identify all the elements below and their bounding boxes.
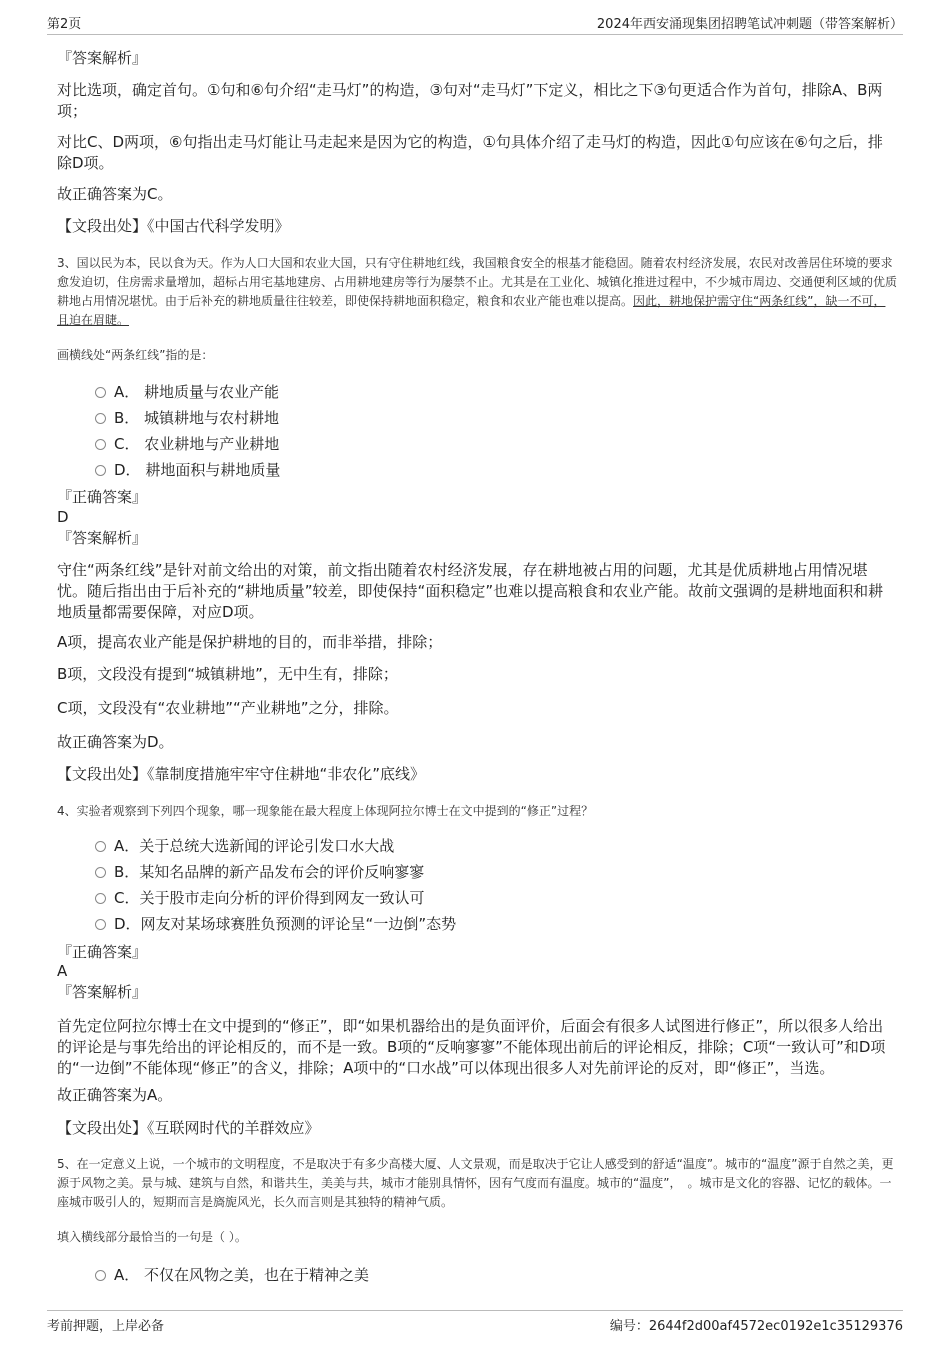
q4-option-c[interactable]: C．关于股市走向分析的评价得到网友一致认可 [95, 888, 424, 908]
q3-question: 画横线处“两条红线”指的是： [57, 348, 214, 362]
q3-answer-label: 『正确答案』 [57, 488, 148, 506]
q3-option-b[interactable]: B． 城镇耕地与农村耕地 [95, 408, 279, 428]
q5-stem: 5、在一定意义上说，一个城市的文明程度，不是取决于有多少高楼大厦、人文景观，而是取决于它让人感受到的舒适“温度”。城市的“温度”源于自然之美，更源于风物之美。景与城、建筑与自然，和谐共生，美美与共，城市才能别具情怀，因有气度而有温度。城市的“温度”， 。城市是文化的容器、记忆的载体。一座城市吸引人的，短期而言是旖旎风光，长久而言则是其独特的精神气质。 [57, 1157, 894, 1209]
q4-answer-label: 『正确答案』 [57, 943, 148, 961]
q4-conclusion: 故正确答案为A。 [57, 1086, 173, 1104]
page-header [47, 10, 903, 35]
q4-option-a[interactable]: A．关于总统大选新闻的评论引发口水大战 [95, 836, 394, 856]
radio-icon[interactable] [95, 893, 106, 904]
q3-stem [57, 254, 897, 330]
radio-icon[interactable] [95, 439, 106, 450]
q3-stem-main: 3、国以民为本，民以食为天。作为人口大国和农业大国，只有守住耕地红线，我国粮食安全的根基才能稳固。随着农村经济发展，农民对改善居住环境的要求愈发迫切，住房需求量增加，超标占用宅基地建房、占用耕地建房等行为屡禁不止。尤其是在工业化、城镇化推进过程中，不少城市周边、交通便利区域的优质耕地占用情况堪忧。由于后补充的耕地质量往往较差，即使保持耕地面积稳定，粮食和农业产能也难以提高。 [57, 256, 898, 308]
radio-icon[interactable] [95, 413, 106, 424]
document-id: 编号：2644f2d00af4572ec0192e1c35129376 [609, 1319, 903, 1334]
q4-stem: 4、实验者观察到下列四个现象，哪一现象能在最大程度上体现阿拉尔博士在文中提到的“修正”过程？ [57, 804, 594, 818]
q2-analysis-p2: 对比C、D两项，⑥句指出走马灯能让马走起来是因为它的构造，①句具体介绍了走马灯的构造，因此①句应该在⑥句之后，排除D项。 [57, 133, 883, 172]
radio-icon[interactable] [95, 919, 106, 930]
radio-icon[interactable] [95, 841, 106, 852]
page-number: 第2页 [47, 17, 82, 32]
q3-analysis-label: 『答案解析』 [57, 529, 148, 547]
q3-option-d[interactable]: D． 耕地面积与耕地质量 [95, 460, 280, 480]
q3-analysis-p1: 守住“两条红线”是针对前文给出的对策，前文指出随着农村经济发展，存在耕地被占用的问题，尤其是优质耕地占用情况堪忧。随后指出由于后补充的“耕地质量”较差，即使保持“面积稳定”也难以提高粮食和农业产能。故前文强调的是耕地面积和耕地质量都需要保障，对应D项。 [57, 561, 884, 621]
q4-analysis-label: 『答案解析』 [57, 983, 148, 1001]
q3-analysis-a: A项，提高农业产能是保护耕地的目的，而非举措，排除； [57, 633, 443, 651]
q4-source: 【文段出处】《互联网时代的羊群效应》 [57, 1119, 320, 1137]
q3-option-a[interactable]: A． 耕地质量与农业产能 [95, 382, 279, 402]
radio-icon[interactable] [95, 867, 106, 878]
q2-analysis-label: 『答案解析』 [57, 49, 148, 67]
q4-option-b[interactable]: B．某知名品牌的新产品发布会的评价反响寥寥 [95, 862, 424, 882]
radio-icon[interactable] [95, 1270, 106, 1281]
q3-option-c[interactable]: C． 农业耕地与产业耕地 [95, 434, 279, 454]
q3-analysis-b: B项，文段没有提到“城镇耕地”，无中生有，排除； [57, 665, 398, 683]
q5-question: 填入横线部分最恰当的一句是（ ）。 [57, 1230, 247, 1244]
footer-slogan: 考前押题，上岸必备 [47, 1319, 165, 1334]
q3-source: 【文段出处】《靠制度措施牢牢守住耕地“非农化”底线》 [57, 765, 426, 783]
q2-source: 【文段出处】《中国古代科学发明》 [57, 217, 290, 235]
q5-option-a[interactable]: A． 不仅在风物之美，也在于精神之美 [95, 1265, 369, 1285]
document-title: 2024年西安涌现集团招聘笔试冲刺题（带答案解析） [596, 17, 903, 32]
q2-analysis-p1: 对比选项，确定首句。①句和⑥句介绍“走马灯”的构造，③句对“走马灯”下定义，相比之下③句更适合作为首句，排除A、B两项； [57, 81, 883, 120]
page-footer [47, 1310, 903, 1335]
q4-analysis-p1: 首先定位阿拉尔博士在文中提到的“修正”，即“如果机器给出的是负面评价，后面会有很多人试图进行修正”，所以很多人给出的评论是与事先给出的评论相反的，而不是一致。B项的“反响寥寥”不能体现出前后的评论相反，排除；C项“一致认可”和D项的“一边倒”不能体现“修正”的含义，排除；A项中的“口水战”可以体现出很多人对先前评论的反对，即“修正”，当选。 [57, 1017, 886, 1077]
radio-icon[interactable] [95, 465, 106, 476]
q3-analysis-c: C项，文段没有“农业耕地”“产业耕地”之分，排除。 [57, 699, 399, 717]
q2-conclusion: 故正确答案为C。 [57, 185, 173, 203]
radio-icon[interactable] [95, 387, 106, 398]
q3-answer: D [57, 508, 69, 526]
q3-stem-underlined: 因此，耕地保护需守住“两条红线”，缺一不可，且迫在眉睫。 [57, 294, 886, 327]
q4-answer: A [57, 962, 68, 980]
q3-conclusion: 故正确答案为D。 [57, 733, 174, 751]
q4-option-d[interactable]: D．网友对某场球赛胜负预测的评论呈“一边倒”态势 [95, 914, 456, 934]
